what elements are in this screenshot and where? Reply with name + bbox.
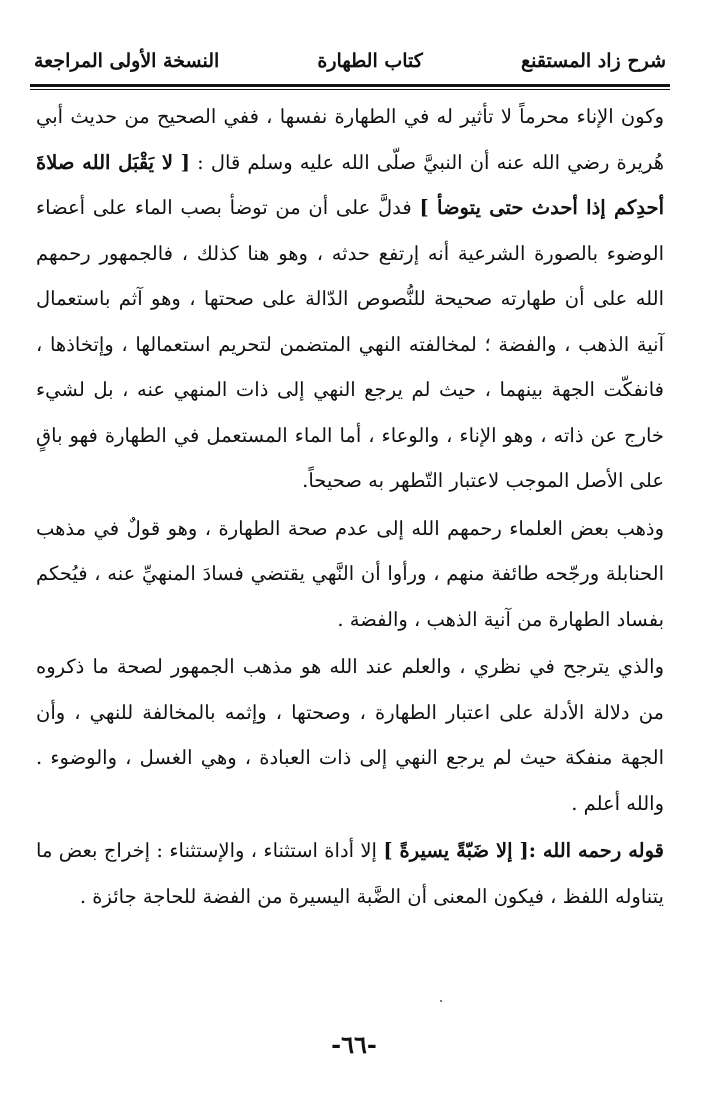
paragraph-1-continuation: فدلَّ على أن من توضأ بصب الماء على أعضاء الوضوء بالصورة الشرعية أنه إرتفع حدثه ، وهو هنا كذلك ، فالجمهور رحمهم الله على أن طهارته صحيحة للنُّصوص الدّالة على صحتها ، وهو آثم باستعمال آنية الذهب ، والفضة ؛ لمخالفته النهي المتضمن لتحريم استعمالها ، وإتخاذها ، فانفكّت الجهة بينهما ، حيث لم يرجع النهي إلى ذات المنهي عنه ، بل لشيء خارج عن ذاته ، وهو الإناء ، والوعاء ، أما الماء المستعمل في الطهارة فهو باقٍ على الأصل الموجب لاعتبار التّطهر به صحيحاً. <box>36 196 664 492</box>
body-text <box>36 94 664 919</box>
paragraph-3 <box>36 644 664 826</box>
header-rule-thin <box>30 89 670 90</box>
matn-quote: [ إلا ضَبّةً يسيرةً ] <box>383 839 529 862</box>
paragraph-3-text: والذي يترجح في نظري ، والعلم عند الله هو مذهب الجمهور لصحة ما ذكروه من دلالة الأدلة على اعتبار الطهارة ، وصحتها ، وإثمه بالمخالفة للنهي ، وأن الجهة منفكة حيث لم يرجع النهي إلى ذات العبادة ، وهي الغسل ، والوضوء . والله أعلم . <box>36 655 664 815</box>
paragraph-4-text: إلا أداة استثناء ، والإستثناء : إخراج بعض ما يتناوله اللفظ ، فيكون المعنى أن الضَّبة اليسيرة من الفضة للحاجة جائزة . <box>36 839 664 908</box>
header-rule-thick <box>30 84 670 87</box>
paragraph-2-text: وذهب بعض العلماء رحمهم الله إلى عدم صحة الطهارة ، وهو قولٌ في مذهب الحنابلة ورجّحه طائفة منهم ، ورأوا أن النَّهي يقتضي فسادَ المنهيِّ عنه ، فيُحكم بفساد الطهارة من آنية الذهب ، والفضة . <box>36 516 664 631</box>
edition-note: النسخة الأولى المراجعة <box>34 50 220 72</box>
chapter-title: كتاب الطهارة <box>317 50 423 72</box>
hadith-quote: [ لا يَقْبَل الله صلاةَ أحدِكم إذا أحدث حتى يتوضأ ] <box>36 150 664 219</box>
page-header <box>34 44 666 78</box>
paragraph-1 <box>36 94 664 504</box>
scan-speck <box>440 1000 442 1002</box>
paragraph-2 <box>36 506 664 643</box>
paragraph-1-text: وكون الإناء محرماً لا تأثير له في الطهارة نفسها ، ففي الصحيح من حديث أبي هُريرة رضي الله عنه أن النبيَّ صلّى الله عليه وسلم قال : <box>36 105 664 174</box>
page-number: -٦٦- <box>331 1030 377 1059</box>
author-quote-intro: قوله رحمه الله : <box>528 839 664 862</box>
paragraph-4 <box>36 828 664 919</box>
book-title: شرح زاد المستقنع <box>520 50 666 72</box>
